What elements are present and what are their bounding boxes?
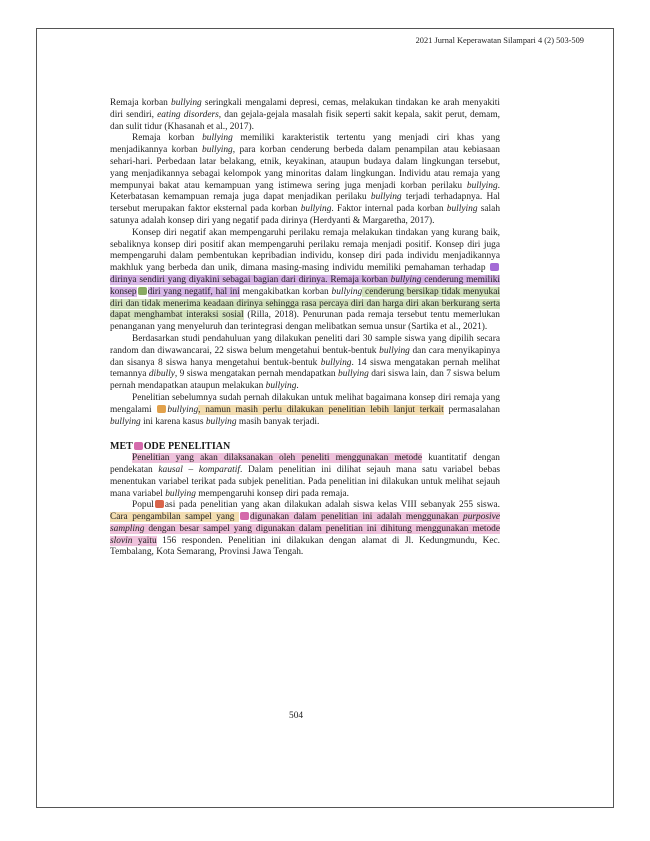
highlight-yellow[interactable]: Cara pengambilan sampel yang bbox=[110, 512, 239, 523]
paragraph-1: Remaja korban bullying seringkali mengalami depresi, cemas, melakukan tindakan ke arah menyakiti diri sendiri, eating disorders, dan gejala-gejala masalah fisik seperti sakit kepala, sakit perut, demam, dan sulit tidur (Khasanah et al., 2017). bbox=[110, 98, 500, 132]
paragraph-4: Berdasarkan studi pendahuluan yang dilakukan peneliti dari 30 sample siswa yang dipilih secara random dan diwawancarai, 22 siswa belum mengetahui bentuk-bentuk bullying dan cara menyikapinya dan sisanya 8 siswa hanya mengetahui bentuk-bentuk bullying. 14 siswa mengatakan pernah melihat temannya dibully, 9 siswa mengatakan pernah mendapatkan bullying dari siswa lain, dan 7 siswa belum pernah mendapatkan ataupun melakukan bullying. bbox=[110, 333, 500, 392]
annotation-marker[interactable] bbox=[240, 512, 249, 520]
paragraph-7: Popul asi pada penelitian yang akan dilakukan adalah siswa kelas VIII sebanyak 255 siswa. Cara pengambilan sampel yang digunakan dalam penelitian ini adalah menggunakan purposive sampling dengan besar sampel yang digunakan dalam penelitian ini dihitung menggunakan metode slovin yaitu 156 responden. Penelitian ini dilakukan dengan alamat di Jl. Kedungmundu, Kec. Tembalang, Kota Semarang, Provinsi Jawa Tengah. bbox=[110, 500, 501, 558]
paragraph-6: Penelitian yang akan dilaksanakan oleh peneliti menggunakan metode kuantitatif dengan pendekatan kausal – komparatif. Dalam penelitian ini dilihat sejauh mana satu variabel bebas menentukan variabel terikat pada subjek penelitian. Pada penelitian ini dilakukan untuk melihat sejauh mana variabel bullying mempengaruhi konsep diri pada remaja. bbox=[110, 453, 501, 499]
annotation-marker[interactable] bbox=[138, 287, 147, 295]
annotation-marker[interactable] bbox=[155, 500, 164, 508]
annotation-marker[interactable] bbox=[490, 263, 499, 271]
annotation-marker[interactable] bbox=[157, 405, 166, 413]
paragraph-3: Konsep diri negatif akan mempengaruhi perilaku remaja melakukan tindakan yang kurang baik, sebaliknya konsep diri positif akan mempengaruhi perilaku remaja menjadi positif. Konsep diri juga mempengaruhi dalam pembentukan kepribadian individu, konsep diri pada individu menjadikannya makhluk yang berbeda dan unik, dimana masing-masing individu memiliki pemahaman terhadap dirinya sendiri yang diyakini sebagai bagian dari dirinya. Remaja korban bullying cenderung memiliki konsep diri yang negatif, hal ini mengakibatkan korban bullying cenderung bersikap tidak menyukai diri dan tidak menerima keadaan dirinya sehingga rasa percaya diri dan harga diri akan berkurang serta dapat menghambat interaksi sosial (Rilla, 2018). Penurunan pada remaja tersebut tentu memerlukan penanganan yang menyeluruh dan terintegrasi dengan melibatkan semua unsur (Sartika et al., 2021). bbox=[110, 227, 500, 333]
paragraph-5: Penelitian sebelumnya sudah pernah dilakukan untuk melihat bagaimana konsep diri remaja yang mengalami bullying, namun masih perlu dilakukan penelitian lebih lanjut terkait permasalahan bullying ini karena kasus bullying masih banyak terjadi. bbox=[110, 392, 500, 427]
section-heading: MET ODE PENELITIAN bbox=[110, 441, 231, 453]
document-body bbox=[110, 98, 500, 559]
highlight-pink[interactable]: Penelitian yang akan dilaksanakan oleh peneliti menggunakan metode bbox=[132, 453, 423, 464]
highlight-pink[interactable]: digunakan dalam penelitian ini adalah menggunakan purposive sampling dengan besar sampel yang digunakan dalam penelitian ini dihitung menggunakan metode slovin yaitu bbox=[110, 512, 500, 546]
annotation-marker[interactable] bbox=[134, 442, 143, 450]
highlight-purple[interactable]: diri yang negatif, hal ini bbox=[147, 286, 240, 297]
highlight-yellow[interactable]: , namun masih perlu dilakukan penelitian lebih lanjut terkait bbox=[198, 404, 444, 415]
highlight-purple[interactable]: dirinya sendiri yang diyakini sebagai bagian dari dirinya. Remaja korban bullying cenderung memiliki konsep bbox=[110, 274, 500, 297]
paragraph-2: Remaja korban bullying memiliki karakteristik tertentu yang menjadi ciri khas yang menjadikannya korban bullying, para korban cenderung berbeda dalam penampilan atau kebiasaan sehari-hari. Perbedaan latar belakang, etnik, keyakinan, ataupun budaya dalam lingkungan tersebut, yang menjadikannya sebagai kelompok yang minoritas dalam lingkungan. Individu atau remaja yang mempunyai bakat atau kemampuan yang istimewa sering juga menjadi korban perilaku bullying. Keterbatasan kemampuan remaja juga dapat menjadikan perilaku bullying terjadi terhadapnya. Hal tersebut merupakan faktor eksternal pada korban bullying. Faktor internal pada korban bullying salah satunya adalah konsep diri yang negatif pada dirinya (Herdyanti & Margaretha, 2017). bbox=[110, 133, 501, 226]
page-number: 504 bbox=[289, 711, 304, 721]
running-header: 2021 Jurnal Keperawatan Silampari 4 (2) 503-509 bbox=[415, 36, 584, 45]
highlight-green[interactable]: cenderung bersikap tidak menyukai diri dan tidak menerima keadaan dirinya sehingga rasa percaya diri dan harga diri akan berkurang serta dapat menghambat interaksi sosial bbox=[110, 286, 500, 321]
